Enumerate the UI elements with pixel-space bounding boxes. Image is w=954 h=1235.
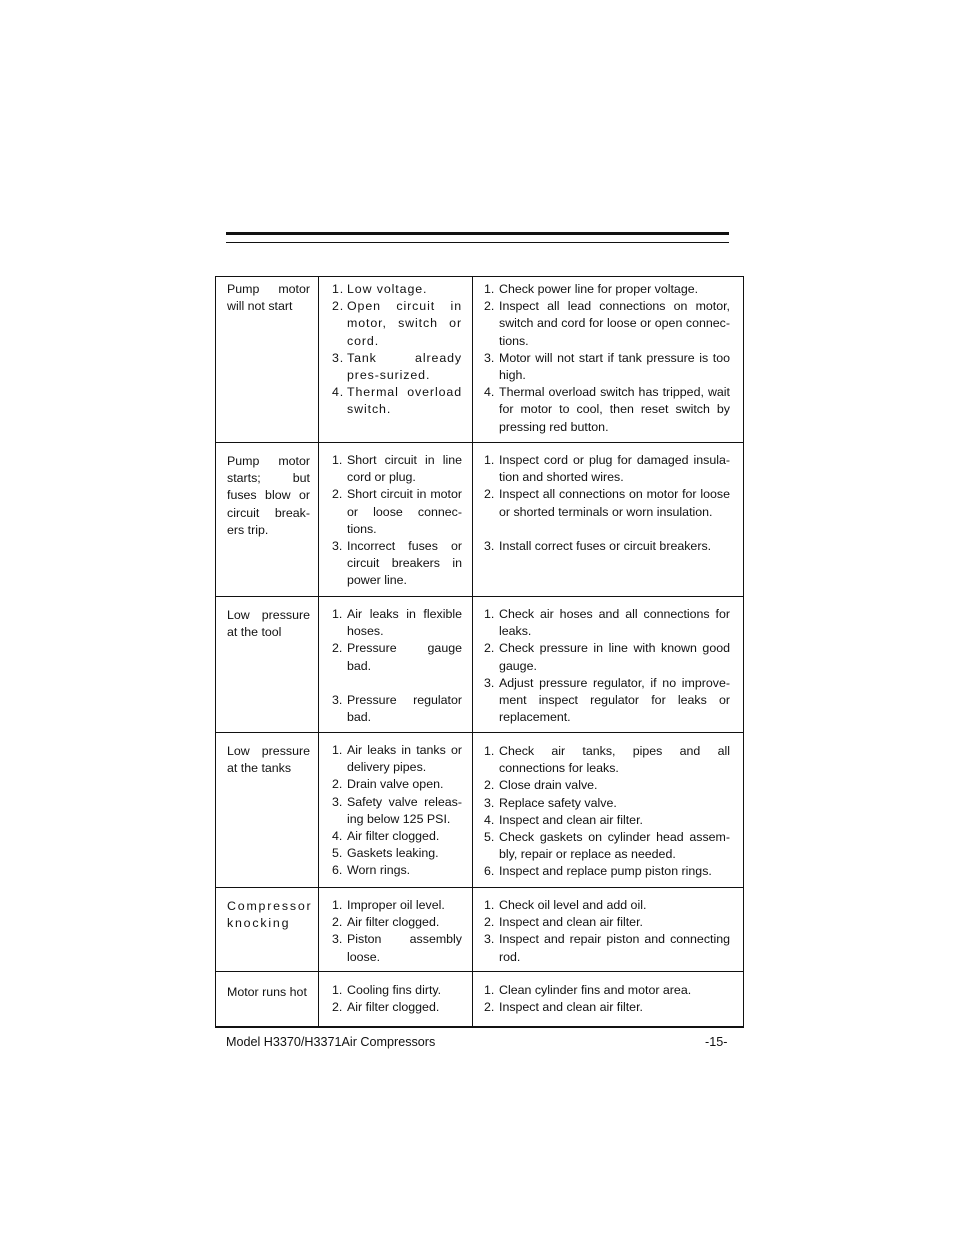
- item-text: Check oil level and add oil.: [499, 898, 647, 912]
- solutions-cell: [473, 733, 744, 888]
- cause-item: [332, 281, 462, 298]
- footer-model: Model H3370/H3371Air Compressors: [226, 1035, 436, 1049]
- item-number: 4.: [332, 385, 345, 400]
- solution-item: [484, 298, 730, 350]
- item-text: Thermal overload switch.: [347, 385, 462, 417]
- item-text: Inspect all lead connections on motor, switch and cord for loose or open connec-tions.: [499, 299, 730, 348]
- item-text: Inspect and clean air filter.: [499, 812, 643, 827]
- problem-text: Low pressure at the tool: [227, 608, 310, 640]
- item-number: 4.: [484, 385, 495, 400]
- solution-item: [484, 795, 730, 812]
- solution-item: [484, 281, 730, 298]
- problem-cell: [216, 443, 319, 597]
- solution-item: [484, 897, 730, 914]
- cause-item: [332, 692, 462, 726]
- item-number: 3.: [332, 350, 345, 365]
- item-number: 3.: [332, 692, 343, 707]
- cause-item: [332, 931, 462, 965]
- table-row: [216, 733, 744, 888]
- item-number: 2.: [332, 1000, 343, 1015]
- item-number: 3.: [484, 675, 495, 690]
- item-text: Replace safety valve.: [499, 795, 617, 810]
- item-text: Install correct fuses or circuit breakers.: [499, 538, 712, 553]
- problem-text: Compressor knocking: [227, 899, 313, 931]
- problem-cell: [216, 972, 319, 1027]
- item-number: 3.: [484, 795, 495, 810]
- header-rule-thin: [226, 242, 729, 243]
- item-number: 5.: [332, 846, 343, 861]
- item-text: Adjust pressure regulator, if no improve-ment inspect regulator for leaks or replacement.: [499, 675, 730, 725]
- item-number: 1.: [332, 898, 343, 912]
- footer-page-number: -15-: [705, 1035, 728, 1049]
- item-text: Low voltage.: [347, 282, 428, 296]
- solution-item: [484, 777, 730, 794]
- cause-item: [332, 776, 462, 793]
- item-number: 3.: [332, 539, 343, 554]
- item-text: Inspect and clean air filter.: [499, 915, 643, 930]
- item-text: Pressure regulator bad.: [347, 692, 462, 725]
- solution-item: [484, 863, 730, 880]
- item-text: Check power line for proper voltage.: [499, 282, 699, 296]
- item-text: Inspect and replace pump piston rings.: [499, 864, 712, 879]
- solutions-cell: [473, 972, 744, 1027]
- item-number: 2.: [332, 487, 343, 502]
- item-number: 2.: [484, 778, 495, 793]
- solution-item: [484, 640, 730, 674]
- item-number: 3.: [484, 538, 495, 553]
- item-number: 1.: [332, 983, 343, 997]
- item-text: Gaskets leaking.: [347, 846, 439, 861]
- item-number: 2.: [484, 487, 495, 502]
- table-row: [216, 597, 744, 733]
- item-text: Close drain valve.: [499, 778, 598, 793]
- item-text: Short circuit in motor or loose connec-tions.: [347, 487, 462, 536]
- problem-text: Low pressure at the tanks: [227, 744, 310, 776]
- solution-item: [484, 486, 730, 520]
- cause-item: [332, 999, 462, 1016]
- item-text: Safety valve releas-ing below 125 PSI.: [347, 794, 462, 826]
- cause-item: [332, 914, 462, 931]
- causes-cell: [319, 972, 473, 1027]
- table-row: [216, 972, 744, 1027]
- item-number: 2.: [484, 1000, 495, 1015]
- item-text: Check pressure in line with known good gauge.: [499, 641, 730, 673]
- solution-item: [484, 829, 730, 863]
- solution-item: [484, 982, 730, 999]
- item-number: 2.: [332, 641, 343, 656]
- table-row: [216, 888, 744, 972]
- solutions-cell: [473, 443, 744, 597]
- item-text: Short circuit in line cord or plug.: [347, 453, 462, 485]
- item-number: 3.: [484, 350, 495, 365]
- item-text: Pressure gauge bad.: [347, 641, 462, 673]
- solution-item: [484, 384, 730, 436]
- causes-cell: [319, 888, 473, 972]
- item-text: Open circuit in motor, switch or cord.: [347, 299, 462, 348]
- cause-item: [332, 742, 462, 776]
- solution-item: [484, 812, 730, 829]
- problem-cell: [216, 888, 319, 972]
- item-number: 1.: [484, 282, 495, 296]
- item-number: 2.: [332, 299, 345, 314]
- solution-item: [484, 538, 730, 555]
- solutions-cell: [473, 277, 744, 443]
- item-text: Motor will not start if tank pressure is too high.: [499, 350, 730, 383]
- item-number: 1.: [332, 282, 345, 296]
- item-number: 2.: [484, 915, 495, 930]
- item-text: Inspect and clean air filter.: [499, 1000, 643, 1015]
- header-rule-thick: [226, 232, 729, 235]
- item-text: Inspect and repair piston and connecting rod.: [499, 932, 730, 964]
- solution-item: [484, 999, 730, 1016]
- solution-item: [484, 606, 730, 640]
- item-number: 3.: [332, 794, 343, 809]
- solution-item: [484, 452, 730, 486]
- cause-item: [332, 350, 462, 384]
- problem-text: Pump motor starts; but fuses blow or circuit break-ers trip.: [227, 454, 310, 537]
- item-number: 4.: [484, 812, 495, 827]
- problem-text: Pump motor will not start: [227, 282, 310, 314]
- item-number: 6.: [484, 864, 495, 879]
- cause-item: [332, 845, 462, 862]
- item-text: Air filter clogged.: [347, 829, 440, 844]
- item-text: Clean cylinder fins and motor area.: [499, 983, 692, 997]
- cause-item: [332, 862, 462, 879]
- item-text: Check air hoses and all connections for leaks.: [499, 607, 730, 639]
- item-text: Air filter clogged.: [347, 1000, 440, 1015]
- solution-item: [484, 675, 730, 727]
- item-text: Cooling fins dirty.: [347, 983, 442, 997]
- item-number: 1.: [484, 983, 495, 997]
- item-number: 5.: [484, 830, 495, 845]
- item-number: 1.: [484, 453, 495, 467]
- cause-item: [332, 298, 462, 350]
- item-number: 2.: [484, 299, 495, 314]
- cause-item: [332, 538, 462, 590]
- solution-item: [484, 743, 730, 777]
- item-number: 1.: [484, 744, 495, 758]
- causes-cell: [319, 733, 473, 888]
- item-number: 6.: [332, 863, 343, 878]
- cause-item: [332, 828, 462, 845]
- problem-text: Motor runs hot: [227, 985, 307, 999]
- item-text: Tank already pres-surized.: [347, 350, 462, 383]
- item-text: Incorrect fuses or circuit breakers in power line.: [347, 539, 462, 588]
- item-text: Worn rings.: [347, 863, 411, 878]
- item-text: Check gaskets on cylinder head assem-bly, repair or replace as needed.: [499, 830, 730, 862]
- cause-item: [332, 640, 462, 674]
- cause-item: [332, 982, 462, 999]
- item-number: 1.: [332, 743, 343, 757]
- item-text: Air filter clogged.: [347, 915, 440, 930]
- solution-item: [484, 350, 730, 384]
- solution-item: [484, 914, 730, 931]
- item-number: 3.: [332, 932, 343, 947]
- item-number: 4.: [332, 829, 343, 844]
- table-row: [216, 277, 744, 443]
- problem-cell: [216, 733, 319, 888]
- item-number: 1.: [332, 453, 343, 467]
- problem-cell: [216, 277, 319, 443]
- item-number: 2.: [332, 777, 343, 792]
- troubleshooting-table: [215, 276, 744, 1028]
- solution-item: [484, 931, 730, 965]
- item-text: Inspect cord or plug for damaged insula-tion and shorted wires.: [499, 453, 730, 485]
- solutions-cell: [473, 888, 744, 972]
- item-text: Air leaks in tanks or delivery pipes.: [347, 743, 462, 775]
- causes-cell: [319, 277, 473, 443]
- item-number: 2.: [484, 641, 495, 656]
- solutions-cell: [473, 597, 744, 733]
- item-text: Inspect all connections on motor for loose or shorted terminals or worn insulation.: [499, 487, 730, 519]
- table-row: [216, 443, 744, 597]
- cause-item: [332, 486, 462, 538]
- item-text: Piston assembly loose.: [347, 932, 462, 964]
- cause-item: [332, 606, 462, 640]
- item-number: 1.: [332, 607, 343, 621]
- item-text: Thermal overload switch has tripped, wait for motor to cool, then reset switch by pressing red button.: [499, 385, 730, 434]
- cause-item: [332, 794, 462, 828]
- item-text: Improper oil level.: [347, 898, 445, 912]
- item-text: Drain valve open.: [347, 777, 444, 792]
- item-number: 2.: [332, 915, 343, 930]
- item-number: 1.: [484, 898, 495, 912]
- problem-cell: [216, 597, 319, 733]
- item-text: Air leaks in flexible hoses.: [347, 607, 462, 639]
- item-text: Check air tanks, pipes and all connections for leaks.: [499, 744, 730, 776]
- cause-item: [332, 384, 462, 418]
- item-number: 3.: [484, 932, 495, 947]
- cause-item: [332, 452, 462, 486]
- item-number: 1.: [484, 607, 495, 621]
- causes-cell: [319, 597, 473, 733]
- causes-cell: [319, 443, 473, 597]
- cause-item: [332, 897, 462, 914]
